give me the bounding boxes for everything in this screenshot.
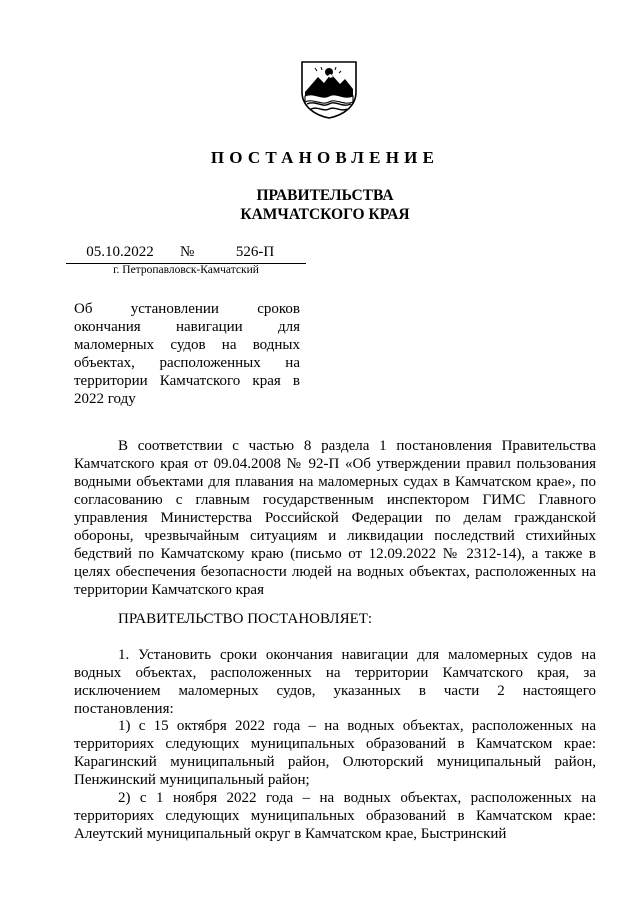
kamchatka-coat-of-arms-emblem (298, 58, 360, 120)
decree-statement: ПРАВИТЕЛЬСТВО ПОСТАНОВЛЯЕТ: (118, 611, 373, 627)
document-type-heading: ПОСТАНОВЛЕНИЕ (210, 148, 440, 167)
authority-line-2: КАМЧАТСКОГО КРАЯ (240, 206, 410, 223)
clause-1-subitem-2: 2) с 1 ноября 2022 года – на водных объектах, расположенных на территориях следующих муниципальных образований в Камчатском крае: Алеутский муниципальный округ в Камчатском крае, Быстринский (74, 790, 596, 842)
issue-city: г. Петропавловск-Камчатский (113, 264, 259, 276)
clause-1-paragraph: 1. Установить сроки окончания навигации для маломерных судов на водных объектах, расположенных на территории Камчатского края, за исключением маломерных судов, указанных в части 2 настоящего постановления: (74, 647, 596, 717)
document-date: 05.10.2022 (86, 244, 154, 260)
document-meta-row (66, 244, 306, 264)
authority-line-1: ПРАВИТЕЛЬСТВА (256, 187, 394, 204)
document-title: Об установлении сроков окончания навигации для маломерных судов на водных объектах, расположенных на территории Камчатского края в 2022 году (74, 301, 300, 407)
issuing-authority (0, 186, 640, 224)
clause-1-subitem-1: 1) с 15 октября 2022 года – на водных объектах, расположенных на территориях следующих муниципальных образований в Камчатском крае: Карагинский муниципальный район, Олюторский муниципальный район, Пенжинский муниципальный район; (74, 718, 596, 788)
preamble-paragraph: В соответствии с частью 8 раздела 1 постановления Правительства Камчатского края от 09.04.2008 № 92-П «Об утверждении правил пользования водными объектами для плавания на маломерных судах в Камчатском крае», по согласованию с главным государственным инспектором ГИМС Главного управления Министерства Российской Федерации по делам гражданской обороны, чрезвычайным ситуациям и ликвидации последствий стихийных бедствий по Камчатскому краю (письмо от 12.09.2022 № 2312-14), а также в целях обеспечения безопасности людей на водных объектах, расположенных на территории Камчатского края (74, 438, 596, 598)
number-sign: № (180, 244, 195, 260)
document-number: 526-П (235, 244, 275, 260)
